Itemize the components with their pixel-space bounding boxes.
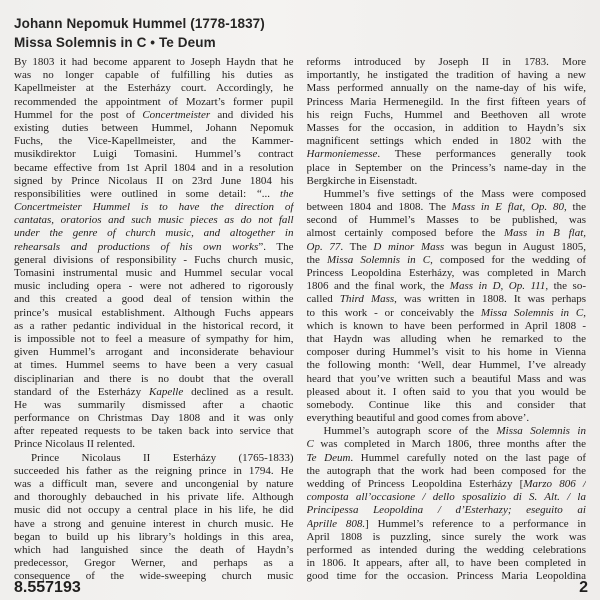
text-line: general divisions of responsibility - Fuchs church music, — [14, 253, 294, 266]
text-line: between 1804 and 1808. The Mass in E flat, Op. 80, the — [306, 201, 586, 214]
text-line: Kapellmeister at the Esterházy court. Accordingly, he — [14, 82, 294, 95]
text-line: to this work - or conceivably the Missa Solemnis in C, — [306, 306, 586, 319]
text-line: April 1808 is puzzling, since surely the work was — [306, 530, 586, 543]
text-line: wedding of Princess Leopoldina Esterházy [Marzo 806 / — [306, 478, 586, 490]
text-line: reforms introduced by Joseph II in 1783. More — [306, 56, 586, 68]
text-line: which is known to have been performed in April 1808 - — [306, 319, 586, 332]
text-line: prince’s musical establishment. Although Fuchs appears — [14, 306, 294, 319]
text-line: predecessor, Gregor Werner, and perhaps as a — [14, 557, 294, 570]
text-line: Hummel’s five settings of the Mass were composed — [323, 187, 586, 200]
text-line: became effective from 1st April 1804 and in a resolution — [14, 161, 294, 174]
text-line: the Missa Solemnis in C, composed for the wedding of — [306, 253, 586, 266]
text-line: music including opera - were not adhered to rigorously — [14, 280, 294, 293]
text-line: signed by Prince Nicolaus II on 23rd June 1804 his — [14, 174, 294, 187]
text-line: the autograph that the work had been composed for the — [306, 464, 586, 477]
text-line: somebody. Continue like this and consider that — [306, 398, 586, 411]
text-line: and this created a good deal of tension within the — [14, 293, 294, 306]
text-column-right — [307, 56, 587, 584]
text-line: rehearsals and productions of his own works”. The — [14, 240, 294, 253]
text-line: Prince Nicolaus II Esterházy (1765-1833) — [31, 451, 294, 464]
work-title: Missa Solemnis in C • Te Deum — [14, 35, 216, 50]
text-line: and thoroughly debauched in his private life. Although — [14, 491, 294, 504]
text-line: consequence of the wide-sweeping church music — [14, 570, 294, 583]
text-line: Hummel for the post of Concertmeister and divided his — [14, 108, 294, 121]
body-text — [14, 56, 586, 584]
text-line: was no longer capable of fulfilling his duties as — [14, 69, 294, 82]
text-line: existing duties between Hummel, Johann Nepomuk — [14, 121, 294, 134]
text-line: Fuchs, the Vice-Kapellmeister, and the Kammer- — [14, 135, 294, 148]
text-line: under the genre of church music, and altogether in — [14, 227, 294, 240]
text-line: musikdirektor Luigi Tomasini. Hummel’s contract — [14, 148, 294, 161]
text-line: C was completed in March 1806, three months after the — [306, 438, 586, 451]
text-line: succeeded his father as the reigning prince in 1794. He — [14, 464, 294, 477]
text-line: after repeated requests to be taken back into service that — [14, 425, 294, 438]
text-line: the following month: ‘Well, dear Hummel, I’ve already — [306, 359, 586, 372]
text-line: performed as intended during the wedding celebrations — [306, 543, 586, 556]
page-number: 2 — [579, 579, 588, 596]
text-line: place in September on the Princess’s name-day in the — [306, 161, 586, 174]
composer-title: Johann Nepomuk Hummel (1778-1837) — [14, 16, 265, 31]
text-line: pleased about it. I often said to you that you would be — [306, 385, 586, 398]
text-line: almost certainly composed before the Mass in B flat, — [306, 227, 586, 240]
text-line: at times. Hummel seems to have been a very casual — [14, 359, 294, 372]
text-line: his reign Fuchs, Hummel and Beethoven all wrote — [306, 108, 586, 121]
text-line: standard of the Esterházy Kapelle declined as a result. — [14, 385, 294, 398]
text-line: have a strong and genuine interest in church music. He — [14, 517, 294, 530]
text-line: as a rather pedantic individual in the historical record, it — [14, 319, 294, 332]
text-line: is impossible not to feel a measure of sympathy for him, — [14, 332, 294, 345]
text-line: was a difficult man, severe and uncongenial by nature — [14, 478, 294, 490]
text-line: everything beautiful and good comes from above’. — [306, 412, 530, 425]
text-line: began to build up his library’s holdings in this area, — [14, 530, 294, 543]
text-line: composer during Hummel’s visit to his home in Vienna — [306, 346, 586, 359]
text-line: Masses for the occasion, in addition to Haydn’s six — [306, 121, 586, 134]
text-line: in 1806. It appears, after all, to have been completed in — [306, 557, 586, 570]
catalog-number: 8.557193 — [14, 579, 81, 596]
text-line: heard that you’ve written such a beautiful Mass and was — [306, 372, 586, 385]
text-line: composta all’occasione / dello sposalizio di S. Alt. / la — [306, 491, 586, 504]
text-line: given Hummel’s arrogant and inconsiderate behaviour — [14, 346, 294, 359]
text-line: By 1803 it had become apparent to Joseph Haydn that he — [14, 56, 294, 68]
text-line: Op. 77. The D minor Mass was begun in August 1805, — [306, 240, 586, 253]
text-line: Te Deum. Hummel carefully noted on the last page of — [306, 451, 586, 464]
text-line: performance on Christmas Day 1808 and it was only — [14, 412, 294, 425]
text-line: recommended the appointment of Mozart’s former pupil — [14, 95, 294, 108]
text-column-left — [14, 56, 294, 584]
text-line: music did not occupy a central place in his life, he did — [14, 504, 294, 517]
text-line: which had languished since the death of Haydn’s — [14, 543, 294, 556]
text-line: Harmoniemesse. These performances generally took — [306, 148, 586, 161]
text-line: called Third Mass, was written in 1808. It was perhaps — [306, 293, 586, 306]
text-line: magnificent settings which ended in 1802 with the — [306, 135, 586, 148]
text-line: 1806 and the final work, the Mass in D, Op. 111, the so- — [306, 280, 586, 293]
text-line: cantatas, oratorios and such music pieces as do not fall — [14, 214, 294, 227]
text-line: He was summarily dismissed after a chaotic — [14, 398, 294, 411]
text-line: Concertmeister Hummel is to have the direction of — [14, 201, 294, 214]
text-line: Bergkirche in Eisenstadt. — [306, 174, 418, 187]
text-line: Hummel’s autograph score of the Missa Solemnis in — [323, 425, 586, 438]
text-line: Princess Leopoldina Esterházy, was completed in March — [306, 267, 586, 279]
text-line: Prince Nicolaus II relented. — [14, 438, 135, 451]
text-line: Mass performed annually on the name-day of his wife, — [306, 82, 586, 95]
text-line: importantly, he instigated the tradition of having a new — [306, 69, 586, 82]
text-line: Princess Maria Hermenegild. In the first fifteen years of — [306, 95, 586, 108]
text-line: good time for the occasion. Princess Maria Leopoldina — [306, 570, 586, 583]
text-line: Aprille 808.] Hummel’s reference to a performance in — [306, 517, 586, 530]
text-line: Principessa Leopoldina / d’Esterhazy; eseguito ai — [306, 504, 586, 517]
text-line: that Haydn was alluding when he remarked to the — [306, 332, 586, 345]
text-line: second of Hummel’s Masses to be published, was — [306, 214, 586, 227]
text-line: Tomasini instrumental music and Hummel secular vocal — [14, 267, 294, 279]
text-line: disciplinarian and there is no doubt that the overall — [14, 372, 294, 385]
text-line: responsibilities were outlined in some detail: “... the — [14, 187, 294, 200]
page-header — [14, 14, 265, 52]
